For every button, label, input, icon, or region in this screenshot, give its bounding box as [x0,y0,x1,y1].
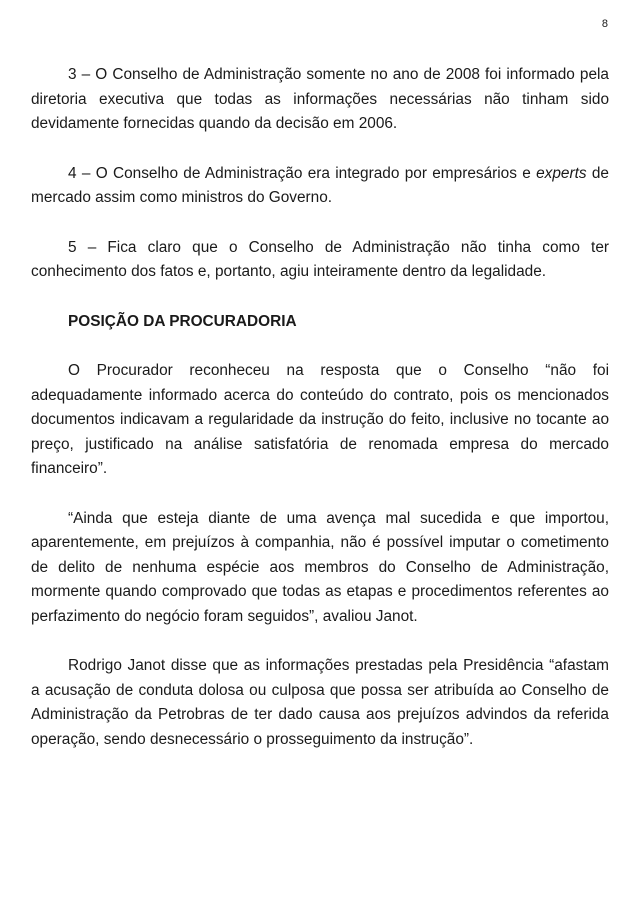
paragraph-item-4-end: de mercado assim como ministros do Governo. [31,164,609,206]
section-heading: POSIÇÃO DA PROCURADORIA [68,312,297,330]
page-number: 8 [601,18,608,30]
experts-term: experts [536,164,587,182]
paragraph-procurador-response: O Procurador reconheceu na resposta que o Conselho “não foi adequadamente informado acerca do conteúdo do contrato, pois os mencionados documentos indicavam a regularidade da instrução do feito, inclusive no tocante ao preço, justificado na análise satisfatória de renomada empresa do mercado financeiro”. [31,362,609,477]
paragraph-janot-conclusion: Rodrigo Janot disse que as informações prestadas pela Presidência “afastam a acusação de conduta dolosa ou culposa que possa ser atribuída ao Conselho de Administração da Petrobras de ter dado causa aos prejuízos advindos da referida operação, sendo desnecessário o prosseguimento da instrução”. [31,657,609,748]
document-body [31,63,609,777]
paragraph-item-5: 5 – Fica claro que o Conselho de Administração não tinha como ter conhecimento dos fatos e, portanto, agiu inteiramente dentro da legalidade. [31,238,609,280]
paragraph-item-4-start: 4 – O Conselho de Administração era integrado por empresários e [68,164,537,182]
paragraph-item-4 [31,162,609,211]
paragraph-item-3: 3 – O Conselho de Administração somente no ano de 2008 foi informado pela diretoria executiva que todas as informações necessárias não tinham sido devidamente fornecidas quando da decisão em 2006. [31,66,609,132]
paragraph-janot-quote: “Ainda que esteja diante de uma avença mal sucedida e que importou, aparentemente, em prejuízos à companhia, não é possível imputar o cometimento de delito de nenhuma espécie aos membros do Conselho de Administração, mormente quando comprovado que todas as etapas e procedimentos referentes ao perfazimento do negócio foram seguidos”, avaliou Janot. [31,509,609,625]
